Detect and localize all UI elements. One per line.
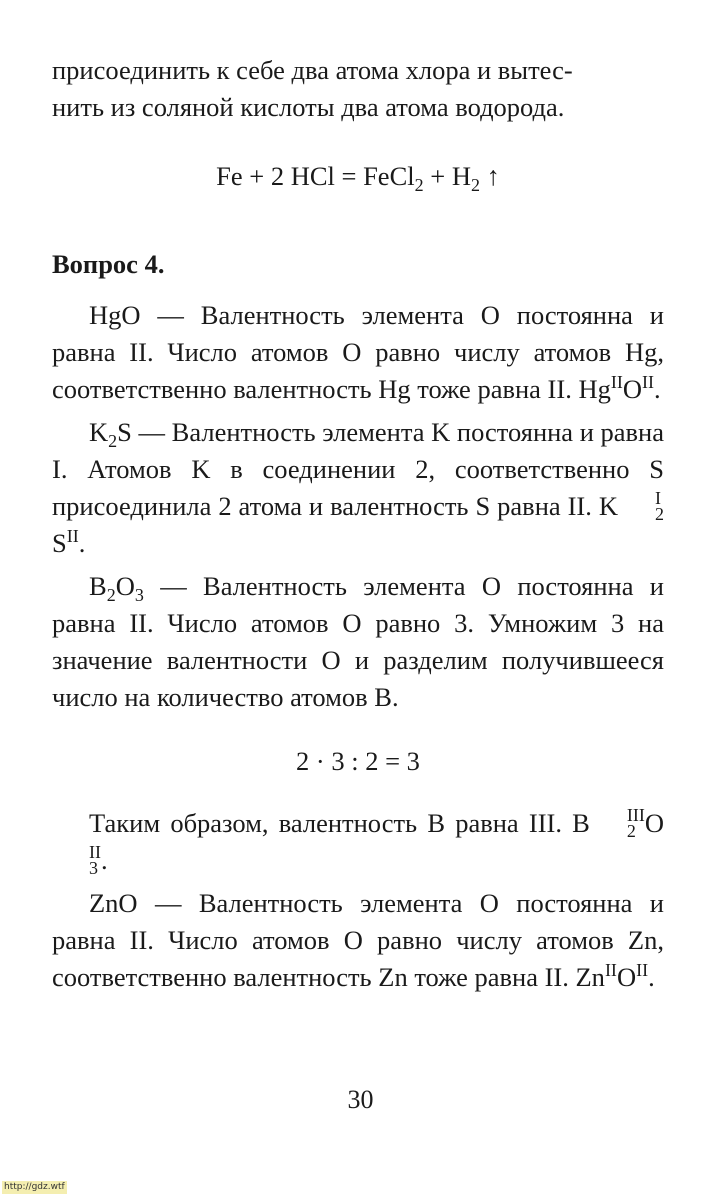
intro-line-2: нить из соляной кислоты два атома водорода. — [52, 92, 565, 122]
formula-zno: ZnO — [89, 888, 138, 918]
paragraph-text: — Валентность элемента O постоянна и равна II. Число атомов O равно 3. Умножим 3 на значение валентности O и разделим получившееся число на количество атомов B. — [52, 571, 664, 712]
equation-part: + H — [423, 161, 471, 191]
equation-iron-hcl — [52, 158, 664, 195]
formula-hgo: HgO — [89, 300, 141, 330]
paragraph-text: Таким образом, валентность B равна III. — [89, 808, 573, 838]
paragraph-zno: ZnO — Валентность элемента O постоянна и равна II. Число атомов O равно числу атомов Zn, соответственно валентность Zn тоже равна II. $Zn^{II}O^{II}$. — [52, 888, 664, 992]
equation-part: ↑ — [479, 161, 500, 191]
intro-line-1: присоединить к себе два атома хлора и вытес- — [52, 55, 573, 85]
paragraph-text: — Валентность элемента O постоянна и равна II. Число атомов O равно числу атомов Zn, соответственно валентность Zn тоже равна II. — [52, 888, 664, 992]
page-number: 30 — [347, 1085, 374, 1114]
valence-notation: $Hg^{II}O^{II}$ — [578, 372, 654, 404]
paragraph-k2s: $K_2S$ — Валентность элемента K постоянна и равна I. Атомов K в соединении 2, соответственно S присоединила 2 атома и валентность S равна II. K I 2 $S^{II}$. — [52, 417, 664, 558]
equation-calculation: 2 · 3 : 2 = 3 — [296, 746, 420, 776]
paragraph-text: — Валентность элемента K постоянна и равна I. Атомов K в соединении 2, соответственно S присоединила 2 атома и валентность S равна II. — [52, 417, 664, 521]
paragraph-text: — Валентность элемента O постоянна и равна II. Число атомов O равно числу атомов Hg, соответственно валентность Hg тоже равна II. — [52, 300, 664, 404]
question-heading: Вопрос 4. — [52, 249, 165, 279]
watermark-link[interactable]: http://gdz.wtf — [4, 1182, 65, 1192]
intro-paragraph — [52, 52, 664, 126]
paragraph-hgo: HgO — Валентность элемента O постоянна и равна II. Число атомов O равно числу атомов Hg, соответственно валентность Hg тоже равна II. $Hg^{II}O^{II}$. — [52, 300, 664, 404]
valence-notation: B III 2 O II 3 — [89, 804, 664, 879]
paragraph-conclusion: Таким образом, валентность B равна III. B III 2 O II 3 . — [52, 805, 664, 879]
equation-subscript: 2 — [414, 174, 424, 195]
page-content — [52, 52, 664, 996]
valence-notation: $Zn^{II}O^{II}$ — [575, 960, 649, 992]
formula-k2s: $K_2S$ — [89, 417, 132, 451]
paragraph-b2o3 — [52, 568, 664, 716]
formula-b2o3: $B_2O_3$ — [89, 571, 144, 605]
equation-part: Fe + 2 HCl = FeCl — [216, 161, 415, 191]
valence-notation: K I 2 $S^{II}$ — [52, 487, 664, 558]
equation-subscript: 2 — [470, 174, 480, 195]
